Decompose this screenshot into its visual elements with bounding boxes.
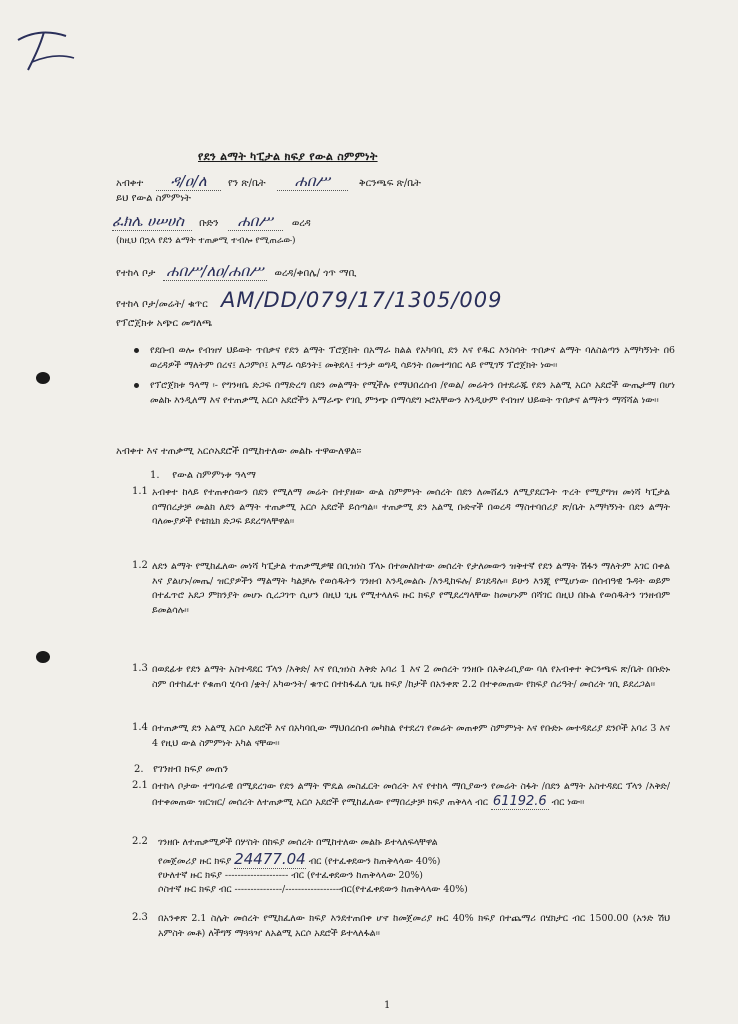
clause-2-1-number: 2.1: [132, 780, 148, 791]
clause-1-4-number: 1.4: [132, 722, 148, 733]
page-number: 1: [384, 1000, 391, 1011]
header-line-1: አብቀተ ዳ/ዐ/ለ የን ጽ/ቤት ሐበሥ ቅርንጫፍ ጽ/ቤት: [116, 172, 421, 190]
header-line-7: የፕሮጀክቱ አጭር መግለጫ: [116, 318, 213, 329]
header-line-3: ፈክሌ ሀሠሀስ ቡድን ሐበሥ ወረዳ: [112, 212, 311, 230]
payment-schedule: [158, 852, 468, 897]
handwritten-total-amount: 61192.6: [492, 793, 547, 809]
handwritten-corner-mark: [14, 18, 84, 78]
handwritten-office: ዳ/ዐ/ለ: [156, 172, 220, 191]
project-description: [150, 344, 675, 414]
clause-2-3-text: በአንቀጽ 2.1 ስሌት መሰረት የሚከፈለው ክፍያ እንደተጠበቀ ሆኖ ከመጀመሪያ ዙር 40% ክፍያ በተጨማሪ በሄክታር ብር 1500.00 (አንድ ሽህ አምስት መቶ) ለችግኝ ማጓጓዣ ለአልሚ አርሶ አደሮች ይተላለፋል፡፡: [158, 913, 670, 939]
section-1-heading: 1. የውል ስምምነቱ ዓላማ: [150, 470, 257, 481]
payment-row-2: የሁለተኛ ዙር ክፍያ -------------------- ብር (የተፈቀደውን ከጠቅላላው 20%): [158, 870, 423, 881]
header-line-5: የተከላ ቦታ ሐበሥ/ለዐ/ሐበሥ ወረዳ/ቀበሌ/ ጎጥ ማቢ: [116, 262, 357, 280]
handwritten-planting-site: ሐበሥ/ለዐ/ሐበሥ: [163, 262, 268, 281]
clause-1-1-number: 1.1: [132, 486, 148, 497]
clause-1-3-number: 1.3: [132, 663, 148, 674]
intro-line: አብቀተ እና ተጠቃሚ አርሶአደሮች በሚከተለው መልኩ ተዋውለዋል፡፡: [116, 446, 362, 457]
payment-row-3: ሶስተኛ ዙር ክፍያ ብር ---------------/-----------------ብር(የተፈቀደውን ከጠቅላላው 40%): [158, 884, 468, 895]
clause-2-1-text: በተከላ ቦታው ተግባራዊ በሚደረገው የደን ልማት ሞዴል መስፈርት መሰረት እና የተከላ ማቢያውን የመሬት ስፋት /በደን ልማት አስተዳደር ፕላን /እቅድ/ በተቀመጠው ዝርዝር/ መሰረት ለተጠቃሚ አርሶ አደሮች የሚከፈለው የማበረታቻ ክፍያ ጠቅላላ ብር 61192.6 ብር ነው፡፡: [152, 781, 670, 809]
handwritten-woreda: ሐበሥ: [228, 212, 283, 231]
header-line-6: የተከላ ቦታ/መሬት/ ቁጥር AM/DD/079/17/1305/009: [116, 288, 503, 312]
clause-1-2-number: 1.2: [132, 560, 148, 571]
handwritten-group-name: ፈክሌ ሀሠሀስ: [112, 212, 192, 231]
clause-2-2-text: ገንዘቡ ለተጠቃሚዎች በሦስት በከፍያ መሰረት በሚከተለው መልኩ ይተላለፍላቸዋል: [158, 837, 438, 848]
clause-2-3-number: 2.3: [132, 912, 148, 923]
punch-hole-bottom: [36, 651, 50, 663]
punch-hole-top: [36, 372, 50, 384]
clause-1-1-text: አብቀተ ከላይ የተጠቀሰውን በደን የሚለማ መሬት በተያዘው ውል ስምምነት መሰረት በደን ለመሸፈን ለሚያደርጉት ጥረት የሚያግዝ መነሻ ካፒታል በማበረታቻ መልክ ለደን ልማት ተጠቃሚ አርሶ አደሮች ይሰጣል፡፡ ተጠቃሚ ደን አልሚ ቡድኖች በወረዳ ማስተባበሪያ ጽ/ቤት አማካኝነት በደን ልማት ባለሙያዎች የቴክኒክ ድጋፍ ይደረግላቸዋል፡፡: [152, 487, 670, 527]
section-2-heading: 2. የገንዘብ ክፍያ መጠን: [134, 764, 229, 775]
header-line-4: (ከዚህ በኋላ የደን ልማት ተጠቃሚ ተብሎ የሚጠራው): [116, 236, 296, 246]
handwritten-branch: ሐበሥ: [277, 172, 348, 191]
document-title: የደን ልማት ካፒታል ክፍያ የውል ስምምነት: [198, 150, 378, 163]
payment-row-1: የመጀመሪያ ዙር ክፍያ 24477.04 ብር (የተፈቀደውን ከጠቅላላው 40%): [158, 850, 441, 868]
handwritten-first-payment: 24477.04: [234, 850, 306, 868]
clause-1-2-text: ለደን ልማት የሚከፈለው መነሻ ካፒታል ተጠቃሚዎቹ በቢዝነስ ፕላኑ በተመለከተው መሰረት የታለመውን ዝቅተኛ የደን ልማት ሽፋን ማለትም አገር በቀል እና ያልሆኑ/መጤ/ ዝርያዎችን ማልማት ካልቻሉ የወሰዱትን ገንዘብ እንዲመልሱ /እንዲከፍሉ/ ይገደዳሉ፡፡ ይሁን እንጂ የሚሆነው በሰብዓዊ ጉዳት ወይም በተፈጥሮ አደጋ ምክንያት መሆኑ ሲረጋገጥ ሲሆን በዚህ ጊዜ የሚተላለፍ ዙር ክፍያ የሚደረግላቸው ከመሆኑም በሻገር በዚህ በኩል የወሰዱትን ገንዘብም ይመልሳሉ፡፡: [152, 561, 670, 616]
header-line-2: ይህ የውል ስምምነት: [116, 193, 191, 204]
bullet-item: የፕሮጀክቱ ዓላማ ፡- የግንዛቤ ድጋፍ በማድረግ በደን መልማት የሚችሉ የማህበረሰብ /የወል/ መሬትን በተደራጁ የደን አልሚ አርሶ አደሮች ውጤታማ በሆነ መልኩ እንዲለማ እና የተጠቃሚ አርሶ አደሮችን አማራጭ የገቢ ምንጭ በማሳደግ ኑሮአቸውን እንዲሁም የብዝሃ ህይወት ጥበቃና ልማትን ማሻሻል ነው፡፡: [150, 379, 675, 408]
clause-1-4-text: በተጠቃሚ ደን አልሚ አርሶ አደሮች እና በአካባቢው ማህበረሰብ መካከል የተደረገ የመሬት መጠቀም ስምምነት እና የቡድኑ መተዳደሪያ ደንቦች አባሪ 3 እና 4 የዚህ ውል ስምምነት አካል ናቸው፡፡: [152, 723, 670, 749]
clause-2-2-number: 2.2: [132, 836, 148, 847]
handwritten-site-number: AM/DD/079/17/1305/009: [220, 288, 503, 312]
bullet-item: የደቡብ ወሎ የብዝሃ ህይወት ጥበቃና የደን ልማት ፕሮጀክት በአማራ ክልል የአካባቢ ደን እና የዱር እንስሳት ጥበቃና ልማት ባለስልጣን አማካኝነት በ6 ወረዳዎች ማለትም በረና፤ ለጋምቦ፤ አማራ ሳይንት፤ መቅደላ፤ ተንታ ወግዲ ሳይንት በመተግበር ላይ የሚገኝ ፕሮጀክት ነው፡፡: [150, 344, 675, 373]
clause-1-3-text: በወደፊቱ የደን ልማት አስተዳደር ፕላን /እቅድ/ እና የቢዝነስ እቅድ አባሪ 1 እና 2 መሰረት ገንዘቡ በአቅራቢያው ባለ የአብቀተ ቅርንጫፍ ጽ/ቤት በቡድኑ ስም በተከፈተ የቁጠባ ሂሳብ /ቋት/ አካውንት/ ቁጥር በተከፋፈለ ጊዜ ክፍያ /ከታች በአንቀጽ 2.2 በተቀመጠው የክፍያ ሰሪዓት/ መሰረት ገቢ ይደረጋል፡፡: [152, 664, 670, 690]
